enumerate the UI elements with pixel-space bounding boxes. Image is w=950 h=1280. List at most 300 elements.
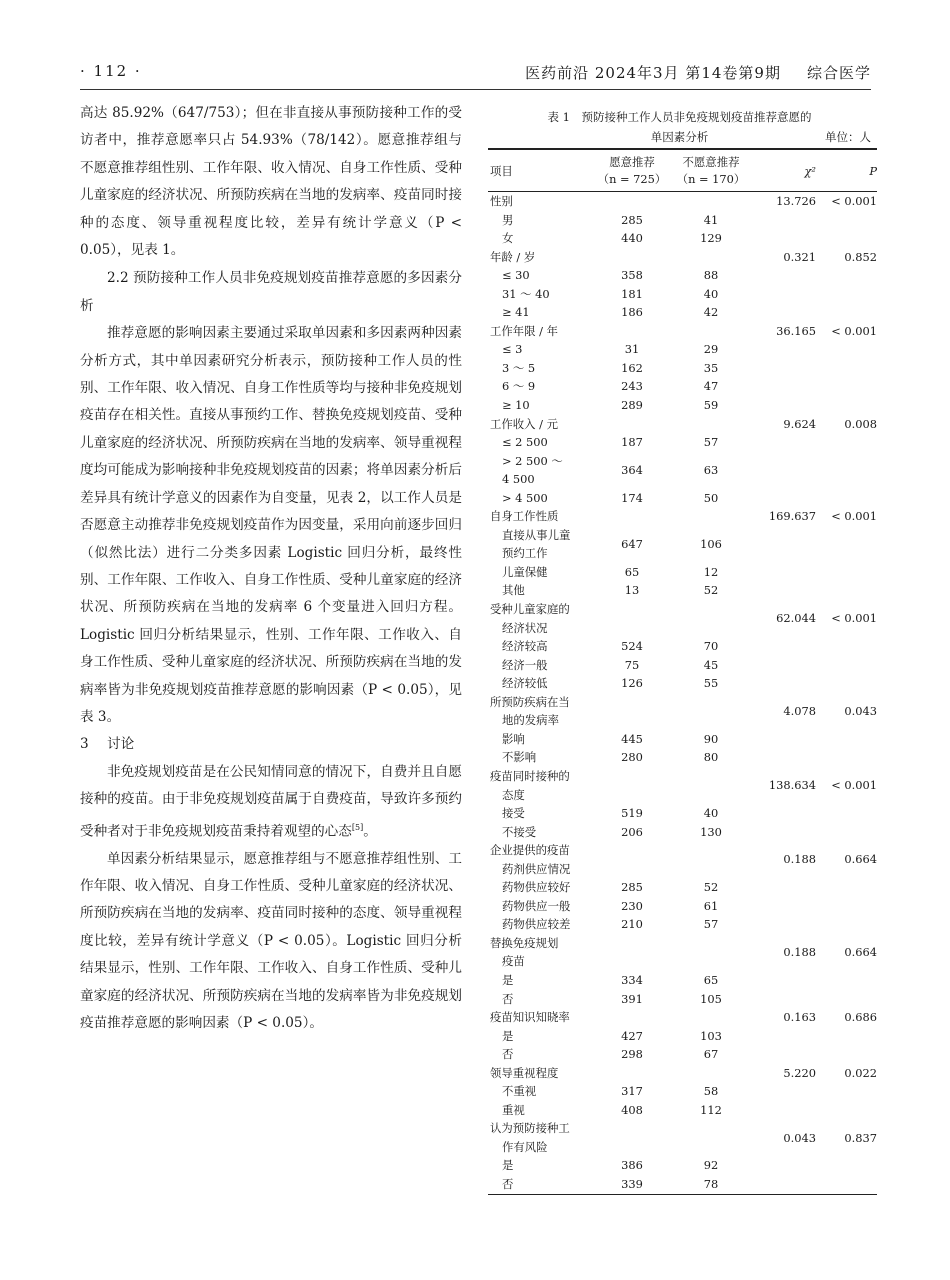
unwilling-count: 88 [703, 268, 719, 283]
p-value [820, 823, 877, 842]
row-label-continued: 作有风险 [502, 1139, 548, 1154]
chi-square-value: 0.043 [783, 1130, 816, 1145]
unwilling-count: 40 [703, 806, 719, 821]
row-label: 男 [502, 212, 514, 227]
willing-count: 386 [621, 1158, 643, 1173]
table-row [488, 211, 877, 230]
p-value [820, 285, 877, 304]
unwilling-count: 61 [703, 898, 719, 913]
journal-title: 医药前沿 2024年3月 第14卷第9期 [525, 64, 781, 82]
unwilling-count: 55 [703, 676, 719, 691]
header-rule [80, 89, 871, 90]
page-number: · 112 · [80, 62, 142, 80]
row-label-continued: 药剂供应情况 [502, 861, 571, 876]
unwilling-count [676, 767, 746, 804]
row-label: 替换免疫规划 [490, 935, 559, 950]
table-row [488, 1082, 877, 1101]
willing-count [588, 248, 676, 267]
row-label: 性别 [490, 194, 513, 208]
row-label: 所预防疾病在当 [490, 694, 570, 709]
row-label: 不重视 [502, 1084, 537, 1099]
willing-count: 210 [621, 917, 643, 932]
paragraph-3-text: 非免疫规划疫苗是在公民知情同意的情况下，自费并且自愿接种的疫苗。由于非免疫规划疫苗属于自费疫苗，导致许多预约受种者对于非免疫规划疫苗秉持着观望的心态 [80, 763, 462, 840]
chi-square-value [746, 452, 820, 489]
table-row [488, 285, 877, 304]
row-label: 3 ～ 5 [502, 360, 536, 375]
row-label: 疫苗知识知晓率 [490, 1010, 570, 1025]
table-header-row [488, 149, 877, 192]
row-label: ≤ 2 500 [502, 435, 548, 450]
unwilling-count [676, 507, 746, 526]
row-label-continued: 经济状况 [502, 620, 548, 635]
willing-count: 280 [621, 750, 643, 765]
table-category-row [488, 1064, 877, 1083]
table-row [488, 823, 877, 842]
table-category-row [488, 767, 877, 786]
willing-count: 126 [621, 676, 643, 691]
chi-square-value [746, 303, 820, 322]
unwilling-count: 52 [703, 880, 719, 895]
p-value [820, 266, 877, 285]
table-caption: 表 1 预防接种工作人员非免疫规划疫苗推荐意愿的 [547, 110, 812, 124]
row-label-continued: 4 500 [502, 472, 535, 487]
p-value [820, 915, 877, 934]
header-unwilling-label: 不愿意推荐 [682, 155, 740, 169]
table-row [488, 229, 877, 248]
running-header [80, 62, 871, 86]
table-category-row [488, 415, 877, 434]
table-category-row [488, 192, 877, 211]
header-willing-label: 愿意推荐 [609, 155, 655, 169]
header-chi-square: χ² [804, 163, 816, 178]
table-row [488, 1156, 877, 1175]
willing-count: 181 [621, 286, 643, 301]
p-value [820, 878, 877, 897]
table-body [488, 192, 877, 1195]
unwilling-count: 92 [703, 1158, 719, 1173]
p-value [820, 396, 877, 415]
willing-count [588, 1008, 676, 1027]
row-label: 不接受 [502, 824, 537, 839]
chi-square-value [746, 1027, 820, 1046]
willing-count [588, 322, 676, 341]
row-label: 年龄 / 岁 [490, 249, 536, 264]
willing-count: 206 [621, 824, 643, 839]
chi-square-value [746, 266, 820, 285]
willing-count: 186 [621, 305, 643, 320]
willing-count [588, 841, 676, 878]
willing-count: 524 [621, 639, 643, 654]
chi-square-value [746, 1101, 820, 1120]
table-row [488, 526, 877, 545]
unwilling-count: 78 [703, 1176, 719, 1191]
row-label: 经济较低 [502, 676, 548, 691]
table-row [488, 897, 877, 916]
table-caption-line2 [488, 126, 871, 148]
row-label-continued: 态度 [502, 787, 525, 802]
header-willing [588, 149, 676, 192]
unwilling-count: 47 [703, 379, 719, 394]
unwilling-count: 12 [703, 564, 719, 579]
row-label: > 2 500 ～ [502, 453, 563, 468]
p-value [820, 1027, 877, 1046]
chi-square-value [746, 637, 820, 656]
row-label: 经济较高 [502, 639, 548, 654]
row-label: ≥ 10 [502, 398, 530, 413]
table-row [488, 433, 877, 452]
paragraph-4: 单因素分析结果显示，愿意推荐组与不愿意推荐组性别、工作年限、收入情况、自身工作性质、受种儿童家庭的经济状况、所预防疾病在当地的发病率、疫苗同时接种的态度、领导重视程度比较，差异有统计学意义（P < 0.05）。Logistic 回归分析结果显示，性别、工作年限、工作收入、自身工作性质、受种儿童家庭的经济状况、所预防疾病在当地的发病率皆为非免疫规划疫苗推荐意愿的影响因素（P < 0.05）。 [80, 850, 462, 1031]
row-label-continued: 地的发病率 [502, 713, 559, 728]
header-unwilling [676, 149, 746, 192]
table-row [488, 489, 877, 508]
right-column [488, 100, 877, 1195]
p-value [820, 563, 877, 582]
row-label: 6 ～ 9 [502, 379, 536, 394]
willing-count [588, 507, 676, 526]
chi-square-value [746, 211, 820, 230]
chi-square-value: 36.165 [776, 323, 816, 338]
chi-square-value: 0.188 [783, 945, 816, 960]
row-label-continued: 预约工作 [502, 546, 548, 561]
unwilling-count: 130 [700, 824, 722, 839]
row-label-continued: 疫苗 [502, 954, 525, 969]
table-row [488, 303, 877, 322]
chi-square-value [746, 748, 820, 767]
unwilling-count: 45 [703, 657, 719, 672]
chi-square-value [746, 971, 820, 990]
unwilling-count: 52 [703, 583, 719, 598]
willing-count: 243 [621, 379, 643, 394]
header-item: 项目 [490, 163, 513, 178]
chi-square-value [746, 1156, 820, 1175]
section-heading-2-2: 2.2 预防接种工作人员非免疫规划疫苗推荐意愿的多因素分析 [80, 270, 462, 314]
p-value [820, 229, 877, 248]
p-value: < 0.001 [831, 778, 877, 793]
chi-square-value [746, 377, 820, 396]
chi-square-value [746, 990, 820, 1009]
p-value [820, 377, 877, 396]
p-value: 0.686 [844, 1010, 877, 1025]
row-label: 药物供应较好 [502, 880, 571, 895]
row-label: 31 ～ 40 [502, 286, 550, 301]
p-value [820, 748, 877, 767]
row-label: 是 [502, 1158, 514, 1173]
unwilling-count [676, 693, 746, 730]
table-row [488, 656, 877, 675]
header-willing-n: （n = 725） [597, 172, 667, 186]
willing-count [588, 600, 676, 637]
chi-square-value [746, 229, 820, 248]
p-value [820, 1045, 877, 1064]
willing-count: 427 [621, 1028, 643, 1043]
table-row [488, 804, 877, 823]
willing-count: 647 [621, 537, 643, 552]
table-row [488, 340, 877, 359]
header-p-value: P [869, 163, 877, 178]
p-value: 0.664 [844, 945, 877, 960]
unwilling-count: 29 [703, 342, 719, 357]
row-label: 影响 [502, 731, 525, 746]
table-row [488, 359, 877, 378]
p-value [820, 489, 877, 508]
chi-square-value [746, 489, 820, 508]
chi-square-value [746, 674, 820, 693]
unwilling-count: 35 [703, 360, 719, 375]
unwilling-count: 50 [703, 490, 719, 505]
unwilling-count: 129 [700, 231, 722, 246]
unwilling-count [676, 248, 746, 267]
table-row [488, 581, 877, 600]
willing-count: 317 [621, 1084, 643, 1099]
row-label: 儿童保健 [502, 564, 548, 579]
p-value: < 0.001 [831, 323, 877, 338]
unwilling-count: 70 [703, 639, 719, 654]
chi-square-value [746, 878, 820, 897]
willing-count [588, 934, 676, 971]
chi-square-value [746, 915, 820, 934]
table-category-row [488, 1119, 877, 1138]
row-label: 否 [502, 1047, 514, 1062]
chi-square-value [746, 730, 820, 749]
chi-square-value [746, 1175, 820, 1194]
willing-count: 31 [624, 342, 640, 357]
willing-count: 289 [621, 398, 643, 413]
unwilling-count: 90 [703, 731, 719, 746]
p-value [820, 656, 877, 675]
chi-square-value [746, 396, 820, 415]
willing-count: 65 [624, 564, 640, 579]
table-category-row [488, 507, 877, 526]
row-label: 否 [502, 1176, 514, 1191]
row-label: 是 [502, 972, 514, 987]
chi-square-value: 0.163 [783, 1010, 816, 1025]
row-label: 工作收入 / 元 [490, 416, 559, 431]
chi-square-value: 62.044 [776, 611, 816, 626]
chi-square-value [746, 285, 820, 304]
table-row [488, 990, 877, 1009]
table-row [488, 563, 877, 582]
row-label: > 4 500 [502, 490, 548, 505]
table-unit: 单位：人 [825, 130, 871, 144]
willing-count: 408 [621, 1102, 643, 1117]
chi-square-value [746, 656, 820, 675]
willing-count [588, 1119, 676, 1156]
chi-square-value: 138.634 [768, 778, 816, 793]
willing-count: 298 [621, 1047, 643, 1062]
row-label: 领导重视程度 [490, 1065, 559, 1080]
p-value [820, 581, 877, 600]
row-label: 受种儿童家庭的 [490, 602, 570, 617]
table-row [488, 396, 877, 415]
p-value: < 0.001 [831, 194, 877, 208]
row-label: 接受 [502, 806, 525, 821]
table-category-row [488, 248, 877, 267]
table-row [488, 1045, 877, 1064]
unwilling-count [676, 841, 746, 878]
row-label: 企业提供的疫苗 [490, 843, 570, 858]
row-label: 直接从事儿童 [502, 527, 571, 542]
p-value: 0.008 [844, 416, 877, 431]
table-category-row [488, 1008, 877, 1027]
paragraph-3 [80, 759, 462, 846]
willing-count [588, 693, 676, 730]
paragraph-1: 高达 85.92%（647/753）；但在非直接从事预防接种工作的受访者中，推荐意愿率只占 54.93%（78/142）。愿意推荐组与不愿意推荐组性别、工作年限、收入情况、自身工作性质、受种儿童家庭的经济状况、所预防疾病在当地的发病率、疫苗同时接种的态度、领导重视程度比较，差异有统计学意义（P < 0.05），见表 1。 [80, 105, 462, 259]
table-row [488, 730, 877, 749]
row-label: 认为预防接种工 [490, 1121, 570, 1136]
unwilling-count: 63 [703, 462, 719, 477]
unwilling-count: 80 [703, 750, 719, 765]
unwilling-count [676, 1064, 746, 1083]
table-row [488, 674, 877, 693]
p-value: < 0.001 [831, 509, 877, 524]
p-value: < 0.001 [831, 611, 877, 626]
willing-count: 75 [624, 657, 640, 672]
willing-count: 13 [624, 583, 640, 598]
chi-square-value: 13.726 [776, 194, 816, 208]
willing-count: 391 [621, 991, 643, 1006]
unwilling-count: 41 [703, 212, 719, 227]
willing-count: 334 [621, 972, 643, 987]
p-value [820, 1101, 877, 1120]
row-label: 重视 [502, 1102, 525, 1117]
p-value [820, 1156, 877, 1175]
row-label: 是 [502, 1028, 514, 1043]
row-label: 工作年限 / 年 [490, 323, 559, 338]
willing-count [588, 1064, 676, 1083]
willing-count: 285 [621, 880, 643, 895]
chi-square-value: 169.637 [768, 509, 816, 524]
header-unwilling-n: （n = 170） [676, 172, 746, 186]
chi-square-value [746, 581, 820, 600]
table-row [488, 1027, 877, 1046]
p-value: 0.022 [844, 1065, 877, 1080]
row-label: 经济一般 [502, 657, 548, 672]
unwilling-count: 65 [703, 972, 719, 987]
journal-info [525, 62, 871, 83]
chi-square-value: 0.321 [783, 249, 816, 264]
willing-count: 358 [621, 268, 643, 283]
chi-square-value [746, 823, 820, 842]
section-heading-3 [80, 731, 462, 758]
left-column [80, 100, 462, 1037]
willing-count: 162 [621, 360, 643, 375]
row-label: 女 [502, 231, 514, 246]
table-row [488, 971, 877, 990]
table-1 [488, 148, 877, 1195]
unwilling-count: 103 [700, 1028, 722, 1043]
table-category-row [488, 841, 877, 860]
row-label: ≤ 3 [502, 342, 523, 357]
p-value [820, 990, 877, 1009]
p-value [820, 433, 877, 452]
p-value [820, 452, 877, 489]
p-value: 0.837 [844, 1130, 877, 1145]
row-label: 其他 [502, 583, 525, 598]
p-value: 0.664 [844, 852, 877, 867]
unwilling-count [676, 322, 746, 341]
willing-count [588, 415, 676, 434]
p-value [820, 674, 877, 693]
citation-ref: [5] [351, 822, 364, 832]
chi-square-value [746, 1082, 820, 1101]
unwilling-count [676, 934, 746, 971]
unwilling-count: 105 [700, 991, 722, 1006]
unwilling-count [676, 1119, 746, 1156]
unwilling-count: 106 [700, 537, 722, 552]
willing-count [588, 192, 676, 211]
unwilling-count: 42 [703, 305, 719, 320]
willing-count: 285 [621, 212, 643, 227]
paragraph-3-end: 。 [363, 823, 377, 840]
willing-count: 339 [621, 1176, 643, 1191]
p-value [820, 971, 877, 990]
willing-count: 440 [621, 231, 643, 246]
p-value [820, 303, 877, 322]
p-value: 0.852 [844, 249, 877, 264]
section-name: 综合医学 [806, 64, 871, 82]
chi-square-value: 9.624 [783, 416, 816, 431]
chi-square-value [746, 340, 820, 359]
chi-square-value [746, 563, 820, 582]
row-label: ≥ 41 [502, 305, 530, 320]
p-value [820, 1082, 877, 1101]
willing-count: 230 [621, 898, 643, 913]
table-row [488, 1101, 877, 1120]
chi-square-value [746, 526, 820, 563]
chi-square-value [746, 897, 820, 916]
p-value [820, 637, 877, 656]
table-row [488, 266, 877, 285]
chi-square-value [746, 433, 820, 452]
willing-count: 187 [621, 435, 643, 450]
row-label: 药物供应较差 [502, 917, 571, 932]
unwilling-count [676, 600, 746, 637]
table-caption-sub: 单因素分析 [650, 130, 709, 144]
willing-count [588, 767, 676, 804]
table-row [488, 377, 877, 396]
p-value [820, 359, 877, 378]
row-label: 药物供应一般 [502, 898, 571, 913]
unwilling-count: 40 [703, 286, 719, 301]
paragraph-2: 推荐意愿的影响因素主要通过采取单因素和多因素两种因素分析方式，其中单因素研究分析表示，预防接种工作人员的性别、工作年限、收入情况、自身工作性质等均与接种非免疫规划疫苗存在相关性。直接从事预约工作、替换免疫规划疫苗、受种儿童家庭的经济状况、所预防疾病在当地的发病率、领导重视程度均可能成为影响接种非免疫规划疫苗的因素；将单因素分析后差异具有统计学意义的因素作为自变量，见表 2，以工作人员是否愿意主动推荐非免疫规划疫苗作为因变量，采用向前逐步回归（似然比法）进行二分类多因素 Logistic 回归分析，最终性别、工作年限、工作收入、自身工作性质、受种儿童家庭的经济状况、所预防疾病在当地的发病率 6 个变量进入回归方程。Logistic 回归分析结果显示，性别、工作年限、工作收入、自身工作性质、受种儿童家庭的经济状况、所预防疾病在当地的发病率皆为非免疫规划疫苗推荐意愿的影响因素（P < 0.05），见表 3。 [80, 325, 462, 725]
chi-square-value: 4.078 [783, 704, 816, 719]
willing-count: 174 [621, 490, 643, 505]
section-number: 3 [80, 736, 89, 753]
p-value [820, 804, 877, 823]
unwilling-count: 57 [703, 435, 719, 450]
p-value [820, 730, 877, 749]
row-label: 疫苗同时接种的 [490, 768, 570, 783]
unwilling-count: 112 [700, 1102, 722, 1117]
table-category-row [488, 693, 877, 712]
chi-square-value [746, 359, 820, 378]
p-value [820, 897, 877, 916]
section-title: 讨论 [107, 736, 135, 753]
chi-square-value [746, 804, 820, 823]
willing-count: 519 [621, 806, 643, 821]
willing-count: 445 [621, 731, 643, 746]
unwilling-count: 58 [703, 1084, 719, 1099]
p-value [820, 211, 877, 230]
row-label: 否 [502, 991, 514, 1006]
table-category-row [488, 600, 877, 619]
willing-count: 364 [621, 462, 643, 477]
row-label: 自身工作性质 [490, 509, 559, 524]
p-value [820, 340, 877, 359]
unwilling-count: 57 [703, 917, 719, 932]
table-row [488, 452, 877, 471]
chi-square-value [746, 1045, 820, 1064]
